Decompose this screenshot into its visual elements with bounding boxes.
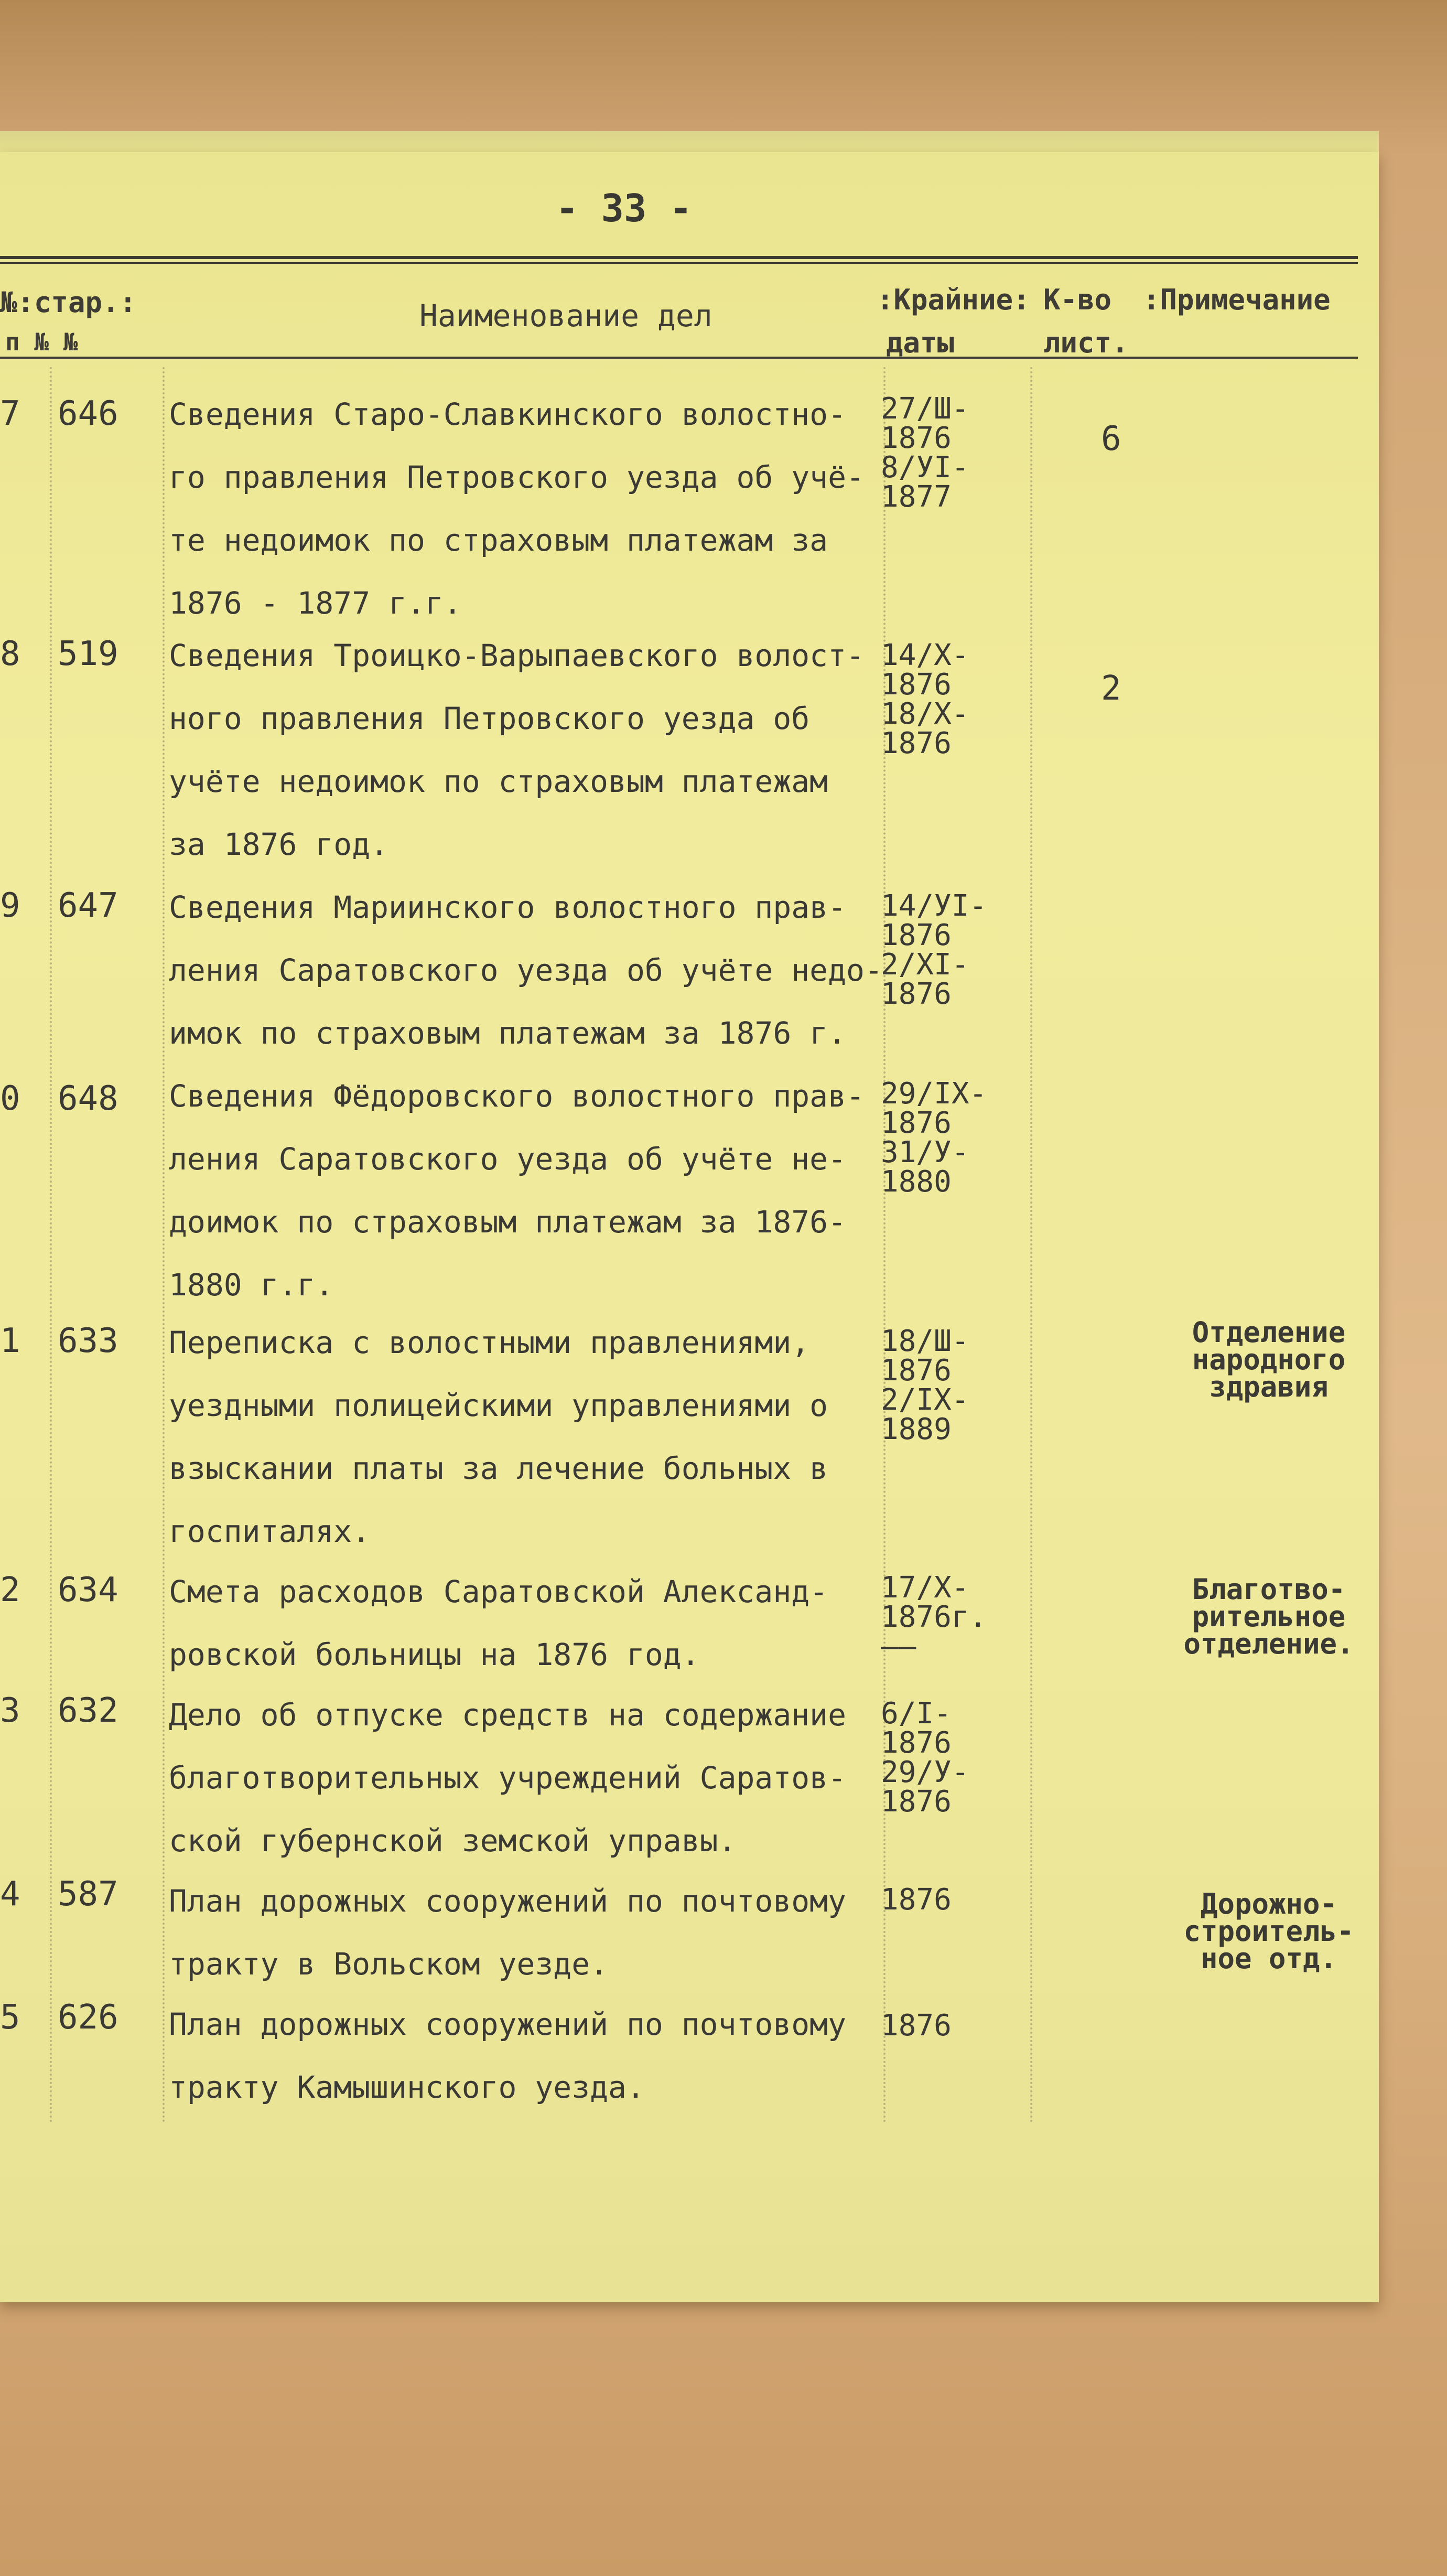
header-col-leaves: К-во bbox=[1043, 283, 1112, 316]
row-title: План дорожных сооружений по почтовому тракту Камышинского уезда. bbox=[169, 2006, 847, 2105]
row-note: Отделение народного здравия bbox=[1192, 1316, 1346, 1403]
row-dates: 1876 bbox=[881, 1883, 952, 1917]
column-divider bbox=[163, 367, 165, 2124]
row-number: 9 bbox=[0, 886, 20, 925]
page-number: - 33 - bbox=[555, 186, 693, 230]
header-col-dates-sub: даты bbox=[886, 326, 955, 359]
row-number: 2 bbox=[0, 1571, 20, 1609]
row-old-number: 647 bbox=[58, 886, 118, 925]
header-col-number: №:стар.: bbox=[0, 286, 137, 319]
row-old-number: 632 bbox=[58, 1691, 118, 1730]
row-dates: 1876 bbox=[881, 2009, 952, 2043]
row-number: 4 bbox=[0, 1875, 20, 1914]
row-number: 0 bbox=[0, 1079, 20, 1118]
row-dates: 27/Ш- 1876 8/УI- 1877 bbox=[881, 392, 969, 514]
row-dates: 17/Х- 1876г. —— bbox=[881, 1571, 987, 1663]
row-dates: 29/IХ- 1876 31/У- 1880 bbox=[881, 1077, 987, 1199]
row-number: 7 bbox=[0, 394, 20, 433]
header-bottom-rule bbox=[0, 357, 1358, 359]
header-col-leaves-sub: лист. bbox=[1043, 326, 1129, 359]
header-top-rule-2 bbox=[0, 262, 1358, 264]
row-number: 3 bbox=[0, 1691, 20, 1730]
header-col-title: Наименование дел bbox=[419, 298, 712, 334]
row-title: Смета расходов Саратовской Александ- ровской больницы на 1876 год. bbox=[169, 1574, 828, 1672]
row-old-number: 646 bbox=[58, 394, 118, 433]
column-divider bbox=[883, 367, 886, 2124]
row-number: 1 bbox=[0, 1322, 20, 1360]
header-col-number-sub: п № № bbox=[5, 328, 78, 356]
header-col-note: :Примечание bbox=[1143, 283, 1331, 316]
row-dates: 18/Ш- 1876 2/IХ- 1889 bbox=[881, 1324, 969, 1446]
row-dates: 14/УI- 1876 2/ХI- 1876 bbox=[881, 889, 987, 1011]
row-note: Благотво- рительное отделение. bbox=[1183, 1573, 1354, 1660]
row-title: План дорожных сооружений по почтовому тракту в Вольском уезде. bbox=[169, 1883, 847, 1982]
row-title: Сведения Троицко-Варыпаевского волост- ного правления Петровского уезда об учёте недоимок по страховым платежам за 1876 год. bbox=[169, 638, 865, 862]
row-old-number: 634 bbox=[58, 1571, 118, 1609]
column-divider bbox=[50, 367, 52, 2124]
column-divider bbox=[1030, 367, 1032, 2124]
row-title: Переписка с волостными правлениями, уездными полицейскими управлениями о взыскании платы за лечение больных в госпиталях. bbox=[169, 1325, 828, 1549]
row-title: Сведения Старо-Славкинского волостно- го правления Петровского уезда об учё- те недоимок по страховым платежам за 1876 - 1877 г.г. bbox=[169, 396, 865, 621]
row-title: Дело об отпуске средств на содержание благотворительных учреждений Саратов- ской губернской земской управы. bbox=[169, 1697, 847, 1859]
row-dates: 14/Х- 1876 18/Х- 1876 bbox=[881, 638, 969, 760]
row-old-number: 648 bbox=[58, 1079, 118, 1118]
row-old-number: 626 bbox=[58, 1998, 118, 2037]
header-top-rule bbox=[0, 256, 1358, 259]
row-old-number: 587 bbox=[58, 1875, 118, 1914]
row-leaves: 2 bbox=[1101, 669, 1121, 708]
header-col-dates: :Крайние: bbox=[877, 283, 1030, 316]
row-number: 8 bbox=[0, 635, 20, 673]
row-title: Сведения Мариинского волостного прав- ления Саратовского уезда об учёте недо- имок по страховым платежам за 1876 г. bbox=[169, 889, 883, 1051]
row-leaves: 6 bbox=[1101, 420, 1121, 458]
row-dates: 6/I- 1876 29/У- 1876 bbox=[881, 1697, 969, 1819]
row-old-number: 633 bbox=[58, 1322, 118, 1360]
row-title: Сведения Фёдоровского волостного прав- ления Саратовского уезда об учёте не- доимок по страховым платежам за 1876- 1880 г.г. bbox=[169, 1078, 865, 1303]
row-note: Дорожно- строитель- ное отд. bbox=[1183, 1887, 1354, 1975]
row-number: 5 bbox=[0, 1998, 20, 2037]
row-old-number: 519 bbox=[58, 635, 118, 673]
